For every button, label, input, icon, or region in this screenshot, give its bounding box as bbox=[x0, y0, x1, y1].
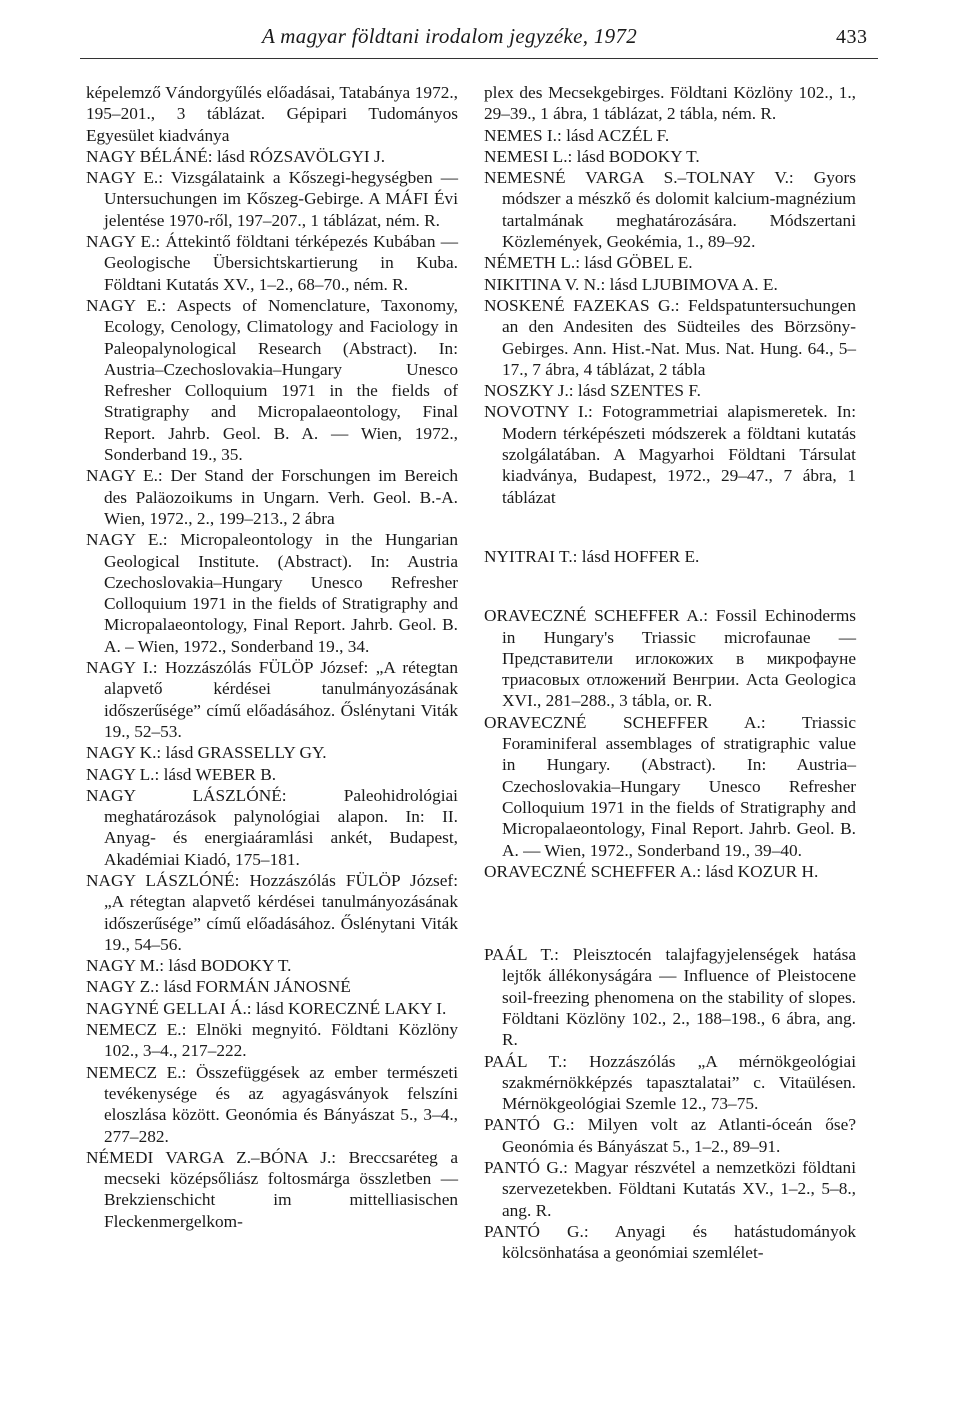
bibliography-entry: NOSZKY J.: lásd SZENTES F. bbox=[484, 381, 701, 401]
bibliography-entry: NYITRAI T.: lásd HOFFER E. bbox=[484, 546, 700, 566]
bibliography-entry: ORAVECZNÉ SCHEFFER A.: lásd KOZUR H. bbox=[484, 861, 819, 881]
section-gap bbox=[484, 508, 856, 546]
bibliography-entry: NAGY E.: Aspects of Nomenclature, Taxonomy, Ecology, Cenology, Climatology and Faciology in Paleopalynological Research (Abstract). In: Austria–Czechoslovakia–Hungary Unesco Refresher Colloquium 1971 in the fields of Stratigraphy and Micropalaeontology, Final Report. Jahrb. Geol. B. A. — Wien, 1972., Sonderband 19., 35. bbox=[86, 295, 458, 465]
bibliography-entry: NAGY K.: lásd GRASSELLY GY. bbox=[86, 743, 327, 763]
bibliography-entry: NÉMEDI VARGA Z.–BÓNA J.: Breccsaréteg a mecseki középsőliász foltosmárga összletben — Brekzienschicht im mittelliasischen Fleckenmergelkom- bbox=[86, 1147, 458, 1231]
bibliography-entry: NEMECZ E.: Elnöki megnyitó. Földtani Közlöny 102., 3–4., 217–222. bbox=[86, 1020, 458, 1061]
section-gap bbox=[484, 567, 856, 605]
bibliography-entry: képelemző Vándorgyűlés előadásai, Tatabánya 1972., 195–201., 3 táblázat. Gépipari Tudományos Egyesület kiadványa bbox=[86, 83, 458, 145]
bibliography-entry: NAGY LÁSZLÓNÉ: Paleohidrológiai meghatározások palynológiai alapon. In: II. Anyag- és energiaáramlási ankét, Budapest, Akadémiai Kiadó, 175–181. bbox=[86, 785, 458, 869]
bibliography-entry: PAÁL T.: Hozzászólás „A mérnökgeológiai szakmérnökképzés tapasztalatai” c. Vitaülésen. Mérnökgeológiai Szemle 12., 73–75. bbox=[484, 1051, 856, 1114]
bibliography-entry: NAGY BÉLÁNÉ: lásd RÓZSAVÖLGYI J. bbox=[86, 146, 386, 166]
bibliography-entry: NAGY Z.: lásd FORMÁN JÁNOSNÉ bbox=[86, 977, 351, 997]
bibliography-entry: ORAVECZNÉ SCHEFFER A.: Triassic Foraminiferal assemblages of stratigraphic value in Hungary. (Abstract). In: Austria–Czechoslovakia–Hungary Unesco Refresher Colloquium 1971 in the fields of Stratigraphy and Micropalaeontology, Final Report. Jahrb. Geol. B. A. — Wien, 1972., Sonderband 19., 39–40. bbox=[484, 712, 856, 860]
bibliography-entry: NEMESI L.: lásd BODOKY T. bbox=[484, 146, 700, 166]
bibliography-entry: PANTÓ G.: Magyar részvétel a nemzetközi földtani szervezetekben. Földtani Kutatás XV., 1–2., 5–8., ang. R. bbox=[484, 1158, 856, 1220]
header-rule bbox=[80, 58, 878, 59]
bibliography-entry: ORAVECZNÉ SCHEFFER A.: Fossil Echinoderms in Hungary's Triassic microfaunae — Представители иглокожих в микрофауне триасовых отложений Венгрии. Acta Geologica XVI., 281–288., 3 tábla, or. R. bbox=[484, 606, 856, 711]
bibliography-entry: NAGY M.: lásd BODOKY T. bbox=[86, 956, 292, 976]
bibliography-entry: NAGY E.: Áttekintő földtani térképezés Kubában — Geologische Übersichtskartierung in Kuba. Földtani Kutatás XV., 1–2., 68–70., ném. R. bbox=[86, 232, 458, 294]
bibliography-entry: PAÁL T.: Pleisztocén talajfagyjelenségek hatása lejtők állékonyságára — Influence of Pleistocene soil-freezing phenomena on the stability of slopes. Földtani Közlöny 102., 2., 188–198., 6 ábra, ang. R. bbox=[484, 945, 856, 1050]
bibliography-entry: NOSKENÉ FAZEKAS G.: Feldspatuntersuchungen an den Andesiten des Südteiles des Börzsöny-Gebirges. Ann. Hist.-Nat. Mus. Nat. Hung. 64., 5–17., 7 ábra, 4 táblázat, 2 tábla bbox=[484, 295, 856, 379]
bibliography-entry: NAGY I.: Hozzászólás FÜLÖP József: „A rétegtan alapvető kérdései tanulmányozásának időszerűsége” című előadásához. Őslénytani Viták 19., 52–53. bbox=[86, 658, 458, 741]
left-column bbox=[86, 82, 458, 1232]
page-number: 433 bbox=[836, 26, 868, 48]
running-title: A magyar földtani irodalom jegyzéke, 1972 bbox=[262, 24, 638, 48]
page-header bbox=[0, 14, 960, 54]
bibliography-entry: NÉMETH L.: lásd GÖBEL E. bbox=[484, 253, 693, 273]
bibliography-entry: PANTÓ G.: Milyen volt az Atlanti-óceán őse? Geonómia és Bányászat 5., 1–2., 89–91. bbox=[484, 1115, 856, 1156]
bibliography-entry: NEMESNÉ VARGA S.–TOLNAY V.: Gyors módszer a mészkő és dolomit kalcium-magnézium tartalmának meghatározására. Módszertani Közlemények, Geokémia, 1., 89–92. bbox=[484, 168, 856, 252]
bibliography-entry: NAGY E.: Der Stand der Forschungen im Bereich des Paläozoikums in Ungarn. Verh. Geol. B.-A. Wien, 1972., 2., 199–213., 2 ábra bbox=[86, 466, 458, 528]
bibliography-entry: NAGY E.: Vizsgálataink a Kőszegi-hegységben — Untersuchungen im Kőszeg-Gebirge. A MÁFI Évi jelentése 1970-ről, 197–207., 1 táblázat, ném. R. bbox=[86, 168, 458, 230]
bibliography-entry: plex des Mecsekgebirges. Földtani Közlöny 102., 1., 29–39., 1 ábra, 1 táblázat, 2 tábla, ném. R. bbox=[484, 83, 856, 124]
right-column bbox=[484, 82, 856, 1264]
bibliography-entry: PANTÓ G.: Anyagi és hatástudományok kölcsönhatása a geonómiai szemlélet- bbox=[484, 1221, 856, 1263]
bibliography-entry: NAGY L.: lásd WEBER B. bbox=[86, 764, 277, 784]
bibliography-entry: NAGY E.: Micropaleontology in the Hungarian Geological Institute. (Abstract). In: Austria Czechoslovakia–Hungary Unesco Refresher Colloquium 1971 in the fields of Stratigraphy and Micropalaeontology, Final Report. Jahrb. Geol. B. A. – Wien, 1972., Sonderband 19., 34. bbox=[86, 530, 458, 656]
bibliography-entry: NEMES I.: lásd ACZÉL F. bbox=[484, 125, 670, 145]
section-gap bbox=[484, 882, 856, 944]
bibliography-entry: NIKITINA V. N.: lásd LJUBIMOVA A. E. bbox=[484, 274, 778, 294]
bibliography-entry: NEMECZ E.: Összefüggések az ember természeti tevékenysége és az agyagásványok felszíni eloszlása között. Geonómia és Bányászat 5., 3–4., 277–282. bbox=[86, 1062, 458, 1146]
bibliography-entry: NAGY LÁSZLÓNÉ: Hozzászólás FÜLÖP József: „A rétegtan alapvető kérdései tanulmányozásának időszerűsége” című előadásához. Őslénytani Viták 19., 54–56. bbox=[86, 870, 458, 954]
bibliography-entry: NAGYNÉ GELLAI Á.: lásd KORECZNÉ LAKY I. bbox=[86, 998, 447, 1018]
bibliography-entry: NOVOTNY I.: Fotogrammetriai alapismeretek. In: Modern térképészeti módszerek a földtani kutatás szolgálatában. A Magyarhoi Földtani Társulat kiadványa, Budapest, 1972., 29–47., 7 ábra, 1 táblázat bbox=[484, 402, 856, 507]
